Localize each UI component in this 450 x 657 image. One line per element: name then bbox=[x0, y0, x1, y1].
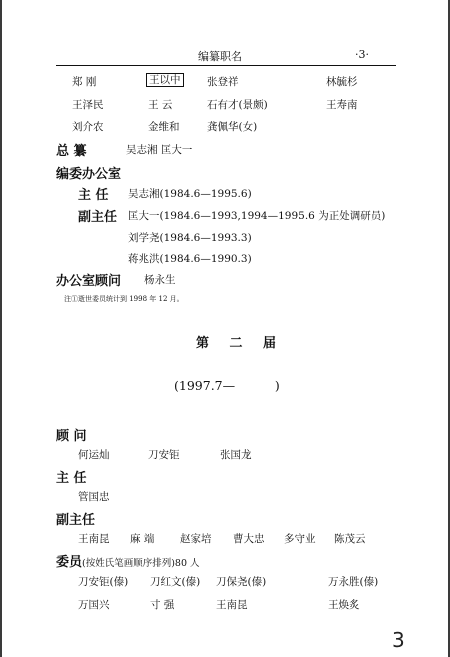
advisor-name: 刀安钜 bbox=[148, 449, 180, 461]
office-deputy-entry: 匡大一(1984.6—1993,1994—1995.6 为正处调研员) bbox=[128, 210, 386, 222]
member-name: 金维和 bbox=[148, 121, 180, 133]
office-deputy-entry: 刘学尧(1984.6—1993.3) bbox=[128, 232, 252, 244]
member-name: 万国兴 bbox=[78, 599, 110, 611]
members-label: 委员 bbox=[56, 555, 83, 570]
footnote: 注①逝世委员统计到 1998 年 12 月。 bbox=[64, 295, 184, 303]
member-name: 王南昆 bbox=[216, 599, 248, 611]
advisor-name: 张国龙 bbox=[220, 449, 252, 461]
office-director-label: 主 任 bbox=[78, 188, 109, 203]
member-name: 刀安钜(傣) bbox=[78, 576, 129, 588]
office-deputy-entry: 蒋兆洪(1984.6—1990.3) bbox=[128, 253, 252, 265]
member-name: 龚佩华(女) bbox=[207, 121, 258, 133]
deputy-name: 赵家培 bbox=[180, 533, 212, 545]
member-name: 刀保尧(傣) bbox=[216, 576, 267, 588]
member-name: 王焕炙 bbox=[328, 599, 360, 611]
section-label-office: 编委办公室 bbox=[56, 167, 122, 182]
office-deputy-label: 副主任 bbox=[78, 210, 118, 225]
deputy-name: 王南昆 bbox=[78, 533, 110, 545]
member-name: 刘介农 bbox=[72, 121, 104, 133]
office-advisor-value: 杨永生 bbox=[144, 274, 176, 286]
deputy-name: 多守业 bbox=[284, 533, 316, 545]
member-name: 张登祥 bbox=[207, 76, 239, 88]
page-number: ·3· bbox=[355, 48, 369, 61]
member-name: 王寿南 bbox=[326, 99, 358, 111]
section-label-advisors: 顾 问 bbox=[56, 429, 87, 444]
section-label-director: 主 任 bbox=[56, 471, 87, 486]
deputy-name: 曹大忠 bbox=[233, 533, 265, 545]
second-term-title: 第 二 届 bbox=[196, 336, 285, 351]
director-name: 管国忠 bbox=[78, 491, 110, 503]
advisor-name: 何运灿 bbox=[78, 449, 110, 461]
member-name-boxed: 王以中 bbox=[146, 72, 184, 87]
section-label-zongzuan: 总 纂 bbox=[56, 144, 87, 159]
section-label-deputies: 副主任 bbox=[56, 513, 96, 528]
header-rule bbox=[56, 65, 396, 66]
scan-edge-left bbox=[0, 0, 2, 657]
handwritten-page-number: 3 bbox=[392, 628, 405, 652]
members-heading bbox=[56, 551, 200, 570]
deputy-name: 麻 端 bbox=[130, 533, 155, 545]
office-advisor-label: 办公室顾问 bbox=[56, 274, 122, 289]
member-name: 林毓杉 bbox=[326, 76, 358, 88]
running-header-title: 编纂职名 bbox=[198, 50, 242, 63]
zongzuan-names: 吴志湘 匡大一 bbox=[126, 144, 193, 156]
member-name: 王泽民 bbox=[72, 99, 104, 111]
member-name: 石有才(景颇) bbox=[207, 99, 268, 111]
member-name: 王 云 bbox=[148, 99, 173, 111]
member-name: 刀红文(傣) bbox=[150, 576, 201, 588]
members-note: (按姓氏笔画顺序排列)80 人 bbox=[82, 558, 200, 569]
deputy-name: 陈茂云 bbox=[334, 533, 366, 545]
member-name: 寸 强 bbox=[150, 599, 175, 611]
second-term-date: (1997.7— ) bbox=[174, 378, 280, 393]
office-director-value: 吴志湘(1984.6—1995.6) bbox=[128, 188, 252, 200]
member-name: 郑 刚 bbox=[72, 76, 97, 88]
member-name: 万永胜(傣) bbox=[328, 576, 379, 588]
